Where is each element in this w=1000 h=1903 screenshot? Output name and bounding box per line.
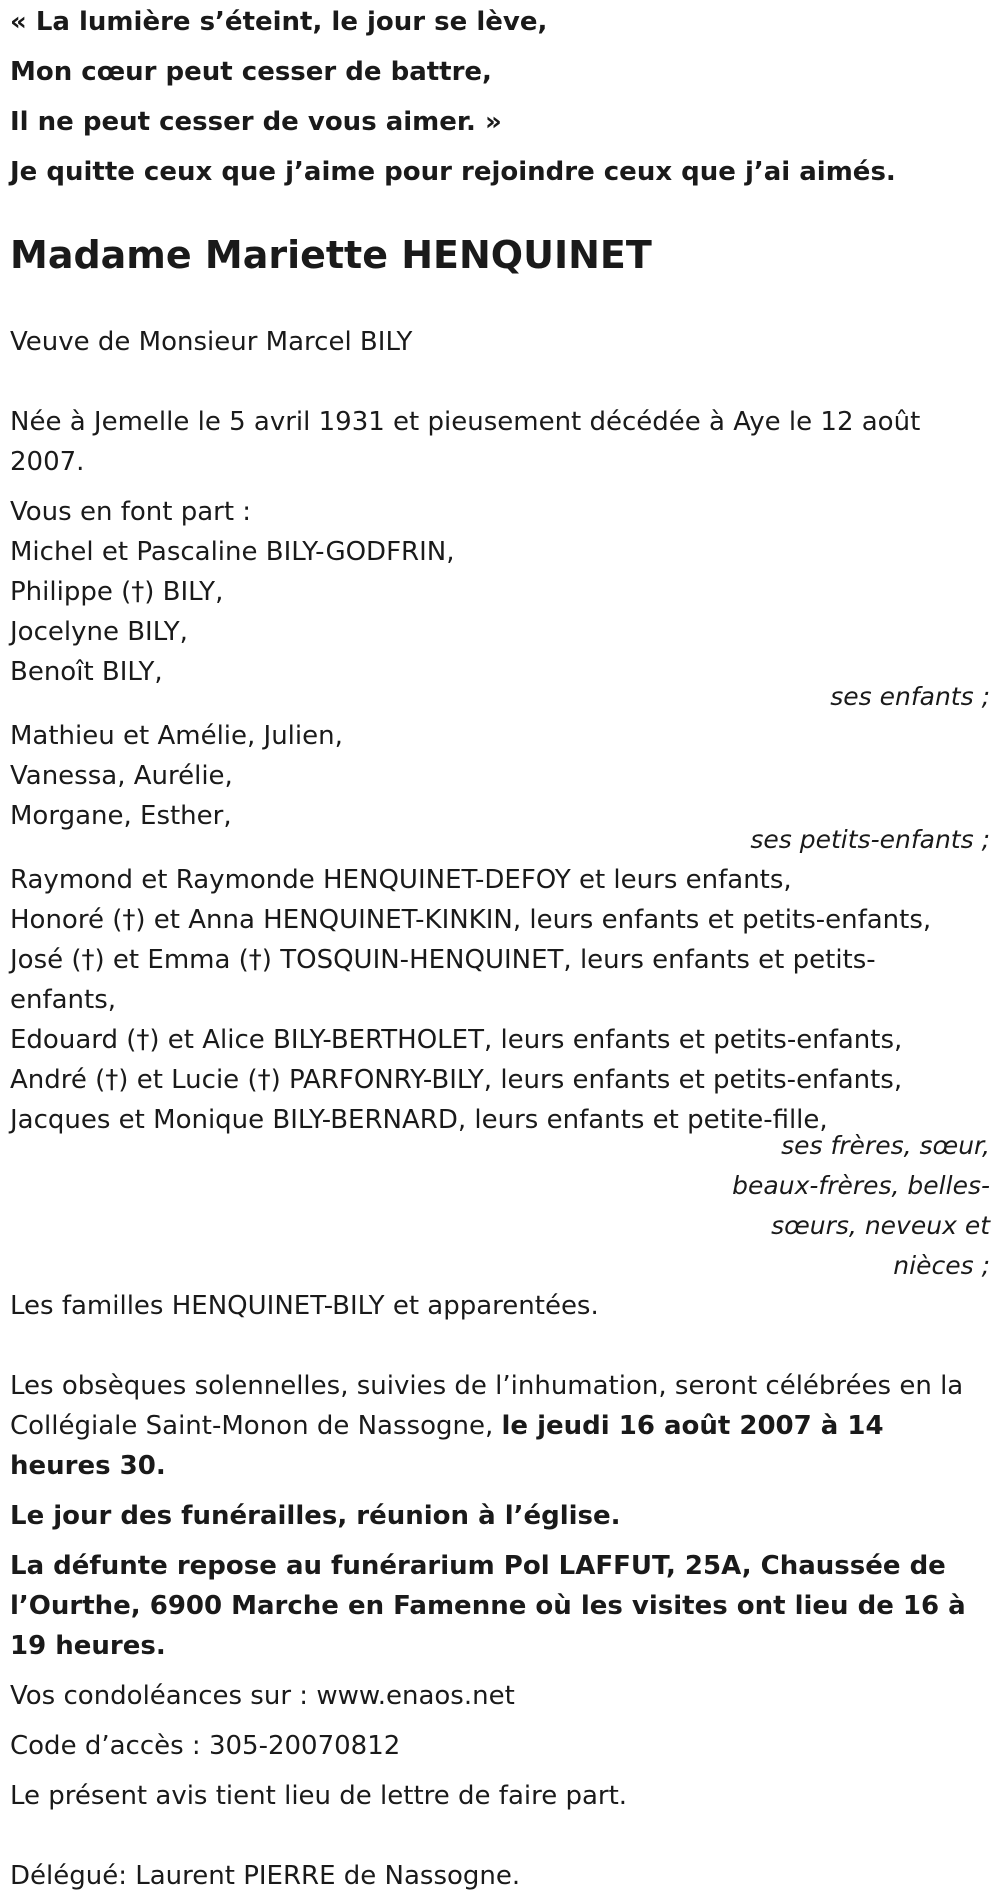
siblings-label-3: sœurs, neveux et bbox=[771, 1211, 990, 1240]
widow-line: Veuve de Monsieur Marcel BILY bbox=[10, 327, 413, 357]
siblings-label-2: beaux-frères, belles- bbox=[732, 1171, 990, 1200]
list-item: Michel et Pascaline BILY-GODFRIN, bbox=[10, 537, 455, 567]
quote-line-4: Je quitte ceux que j’aime pour rejoindre ceux que j’ai aimés. bbox=[10, 157, 896, 187]
list-item: André (†) et Lucie (†) PARFONRY-BILY, leurs enfants et petits-enfants, bbox=[10, 1065, 903, 1095]
list-item: Benoît BILY, bbox=[10, 657, 163, 687]
siblings-label-1: ses frères, sœur, bbox=[781, 1131, 990, 1160]
notice: Le présent avis tient lieu de lettre de faire part. bbox=[10, 1781, 628, 1811]
list-item: Mathieu et Amélie, Julien, bbox=[10, 721, 343, 751]
page-title: Madame Mariette HENQUINET bbox=[10, 233, 652, 277]
grandchildren-label: ses petits-enfants ; bbox=[750, 825, 990, 854]
quote-line-2: Mon cœur peut cesser de battre, bbox=[10, 57, 492, 87]
list-item: Jacques et Monique BILY-BERNARD, leurs enfants et petite-fille, bbox=[10, 1105, 828, 1135]
delegate: Délégué: Laurent PIERRE de Nassogne. bbox=[10, 1861, 521, 1891]
list-item: Jocelyne BILY, bbox=[10, 617, 188, 647]
funeral-info bbox=[10, 1366, 985, 1486]
access-code: Code d’accès : 305-20070812 bbox=[10, 1731, 401, 1761]
condolences: Vos condoléances sur : www.enaos.net bbox=[10, 1681, 515, 1711]
list-item: Edouard (†) et Alice BILY-BERTHOLET, leurs enfants et petits-enfants, bbox=[10, 1025, 903, 1055]
list-item: Honoré (†) et Anna HENQUINET-KINKIN, leurs enfants et petits-enfants, bbox=[10, 905, 932, 935]
siblings-label-4: nièces ; bbox=[893, 1251, 990, 1280]
list-item: Vanessa, Aurélie, bbox=[10, 761, 233, 791]
list-item: Philippe (†) BILY, bbox=[10, 577, 224, 607]
list-item: Raymond et Raymonde HENQUINET-DEFOY et leurs enfants, bbox=[10, 865, 792, 895]
quote-line-1: « La lumière s’éteint, le jour se lève, bbox=[10, 7, 548, 37]
children-label: ses enfants ; bbox=[830, 682, 990, 711]
rest-place: La défunte repose au funérarium Pol LAFFUT, 25A, Chaussée de l’Ourthe, 6900 Marche en Famenne où les visites ont lieu de 16 à 19 heures. bbox=[10, 1551, 966, 1661]
meeting: Le jour des funérailles, réunion à l’église. bbox=[10, 1501, 621, 1531]
list-item: Morgane, Esther, bbox=[10, 801, 232, 831]
families: Les familles HENQUINET-BILY et apparentées. bbox=[10, 1291, 599, 1321]
list-item: José (†) et Emma (†) TOSQUIN-HENQUINET, leurs enfants et petits-enfants, bbox=[10, 945, 876, 1015]
funeral-text: Les obsèques solennelles, suivies de l’inhumation, seront célébrées en la Collégiale Saint-Monon de Nassogne, bbox=[10, 1371, 964, 1441]
quote-line-3: Il ne peut cesser de vous aimer. » bbox=[10, 107, 502, 137]
funeral-date: le jeudi 16 août 2007 à 14 heures 30. bbox=[10, 1411, 884, 1481]
announce: Vous en font part : bbox=[10, 497, 252, 527]
birth-death: Née à Jemelle le 5 avril 1931 et pieusement décédée à Aye le 12 août 2007. bbox=[10, 407, 921, 477]
